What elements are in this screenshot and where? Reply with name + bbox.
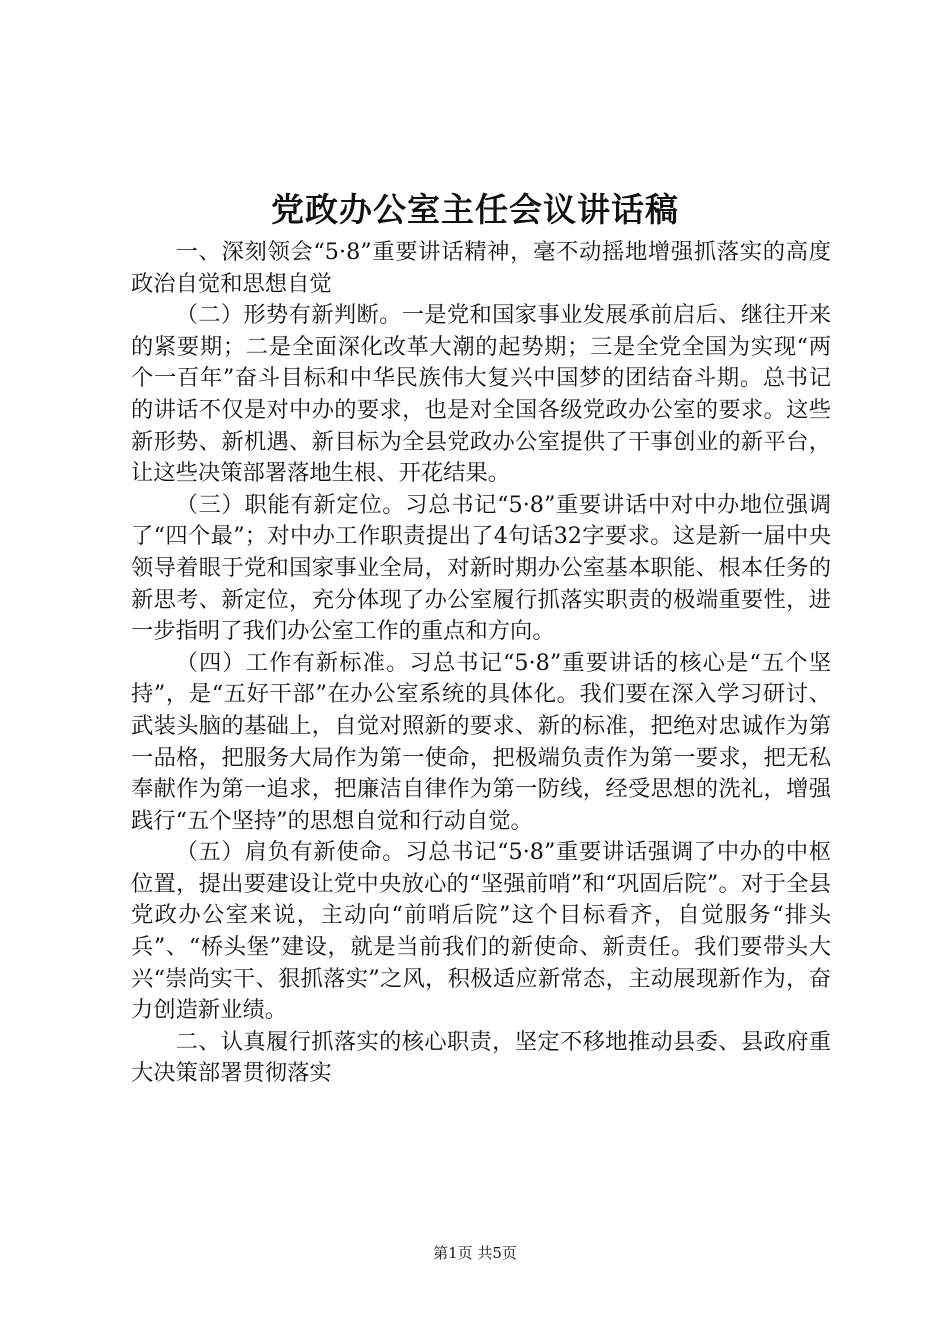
- paragraph-situation: （二）形势有新判断。一是党和国家事业发展承前启后、继往开来的紧要期；二是全面深化改革大潮的起势期；三是全党全国为实现“两个一百年”奋斗目标和中华民族伟大复兴中国梦的团结奋斗期。总书记的讲话不仅是对中办的要求，也是对全国各级党政办公室的要求。这些新形势、新机遇、新目标为全县党政办公室提供了干事创业的新平台，让这些决策部署落地生根、开花结果。: [131, 302, 831, 487]
- paragraph-mission: （五）肩负有新使命。习总书记“5·8”重要讲话强调了中办的中枢位置，提出要建设让党中央放心的“坚强前哨”和“巩固后院”。对于全县党政办公室来说，主动向“前哨后院”这个目标看齐，自觉服务“排头兵”、“桥头堡”建设，就是当前我们的新使命、新责任。我们要带头大兴“崇尚实干、狠抓落实”之风，积极适应新常态，主动展现新作为，奋力创造新业绩。: [131, 839, 831, 1024]
- paragraph-section-2-heading: 二、认真履行抓落实的核心职责，坚定不移地推动县委、县政府重大决策部署贯彻落实: [131, 1028, 831, 1087]
- page-number-footer: 第1页 共5页: [433, 1244, 517, 1262]
- paragraph-section-1-heading: 一、深刻领会“5·8”重要讲话精神，毫不动摇地增强抓落实的高度政治自觉和思想自觉: [131, 239, 831, 297]
- paragraph-standard: （四）工作有新标准。习总书记“5·8”重要讲话的核心是“五个坚持”，是“五好干部”在办公室系统的具体化。我们要在深入学习研讨、武装头脑的基础上，自觉对照新的要求、新的标准，把绝对忠诚作为第一品格，把服务大局作为第一使命，把极端负责作为第一要求，把无私奉献作为第一追求，把廉洁自律作为第一防线，经受思想的洗礼，增强践行“五个坚持”的思想自觉和行动自觉。: [131, 649, 831, 834]
- document-body: [131, 237, 831, 1090]
- document-title: 党政办公室主任会议讲话稿: [271, 190, 679, 229]
- paragraph-function: （三）职能有新定位。习总书记“5·8”重要讲话中对中办地位强调了“四个最”；对中办工作职责提出了4句话32字要求。这是新一届中央领导着眼于党和国家事业全局，对新时期办公室基本职能、根本任务的新思考、新定位，充分体现了办公室履行抓落实职责的极端重要性，进一步指明了我们办公室工作的重点和方向。: [131, 491, 831, 645]
